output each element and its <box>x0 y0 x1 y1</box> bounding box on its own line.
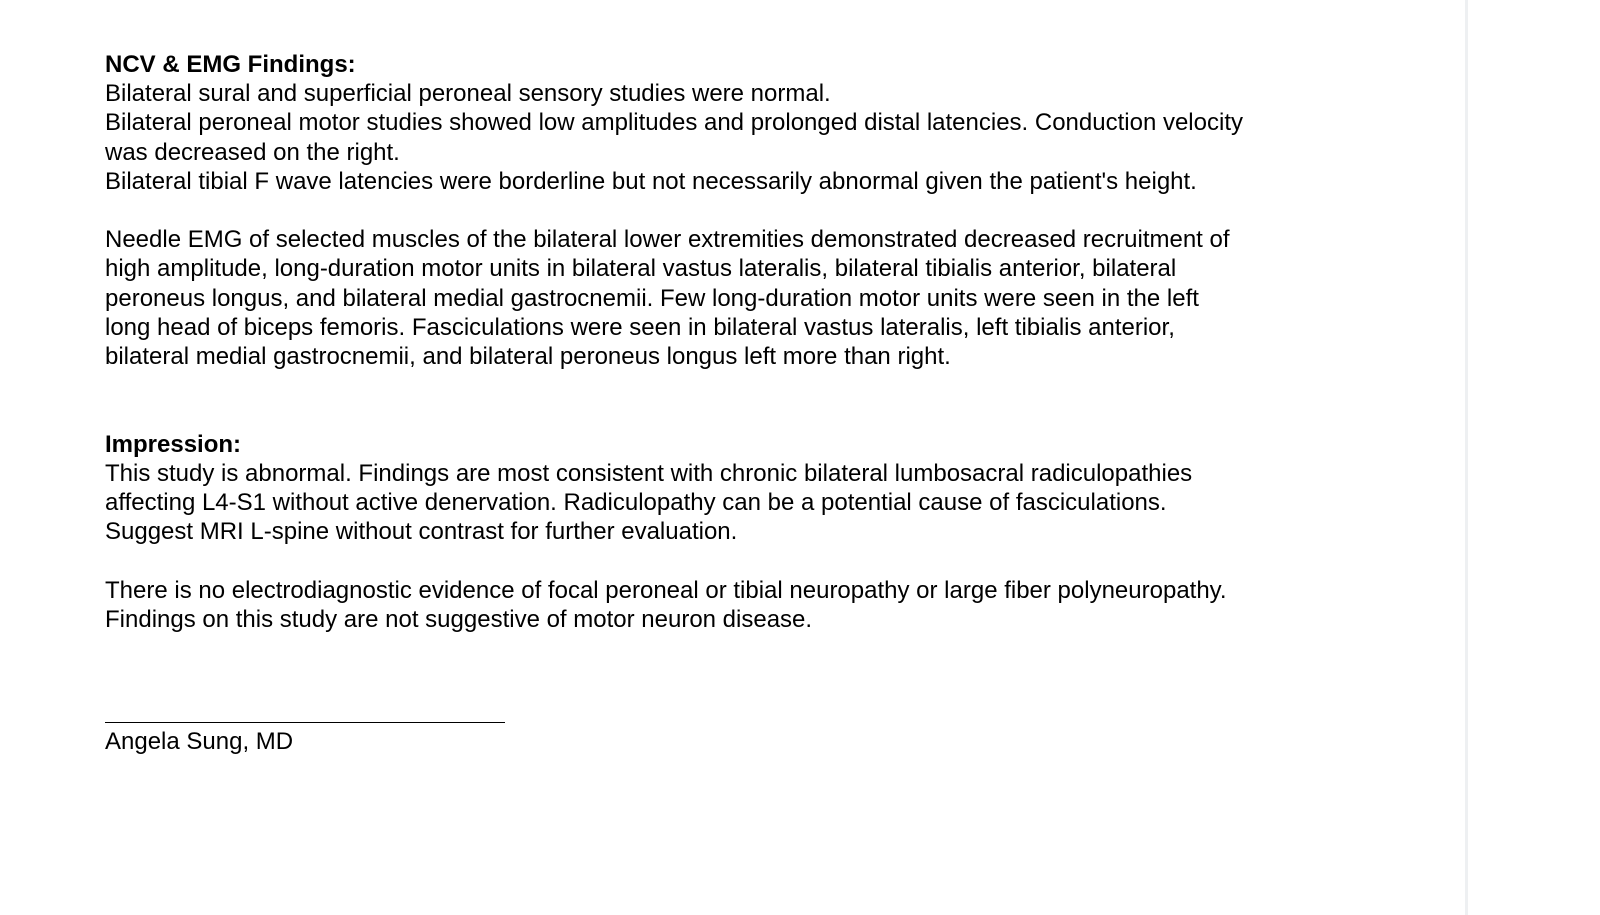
impression-section <box>105 430 1445 634</box>
paragraph-spacer <box>105 196 1445 225</box>
signature-name: Angela Sung, MD <box>105 728 294 756</box>
scrollbar-gutter[interactable] <box>1465 0 1600 915</box>
paragraph-spacer <box>105 546 1445 575</box>
signature-spacer <box>105 634 1445 722</box>
impression-line: This study is abnormal. Findings are most consistent with chronic bilateral lumbosacral radiculopathies <box>105 459 1193 487</box>
emg-line: bilateral medial gastrocnemii, and bilateral peroneus longus left more than right. <box>105 343 951 371</box>
impression-heading: Impression: <box>105 430 242 458</box>
impression-line: Findings on this study are not suggestive of motor neuron disease. <box>105 605 813 633</box>
emg-line: long head of biceps femoris. Fasciculations were seen in bilateral vastus lateralis, left tibialis anterior, <box>105 313 1175 341</box>
impression-line: There is no electrodiagnostic evidence of focal peroneal or tibial neuropathy or large fiber polyneuropathy. <box>105 576 1227 604</box>
signature-block <box>105 722 1445 756</box>
report-content <box>105 50 1445 756</box>
emg-line: high amplitude, long-duration motor units in bilateral vastus lateralis, bilateral tibialis anterior, bilateral <box>105 255 1177 283</box>
section-spacer <box>105 371 1445 429</box>
emg-line: peroneus longus, and bilateral medial gastrocnemii. Few long-duration motor units were seen in the left <box>105 284 1199 312</box>
findings-heading: NCV & EMG Findings: <box>105 51 356 78</box>
findings-line: Bilateral peroneal motor studies showed low amplitudes and prolonged distal latencies. Conduction velocity <box>105 109 1243 137</box>
emg-line: Needle EMG of selected muscles of the bilateral lower extremities demonstrated decreased recruitment of <box>105 226 1230 254</box>
findings-section <box>105 50 1445 371</box>
findings-line: Bilateral sural and superficial peroneal sensory studies were normal. <box>105 80 831 108</box>
impression-line: Suggest MRI L-spine without contrast for further evaluation. <box>105 518 738 546</box>
findings-line: Bilateral tibial F wave latencies were borderline but not necessarily abnormal given the patient's height. <box>105 167 1197 195</box>
impression-line: affecting L4-S1 without active denervation. Radiculopathy can be a potential cause of fasciculations. <box>105 489 1167 517</box>
signature-line <box>105 722 505 723</box>
findings-line: was decreased on the right. <box>105 138 400 166</box>
